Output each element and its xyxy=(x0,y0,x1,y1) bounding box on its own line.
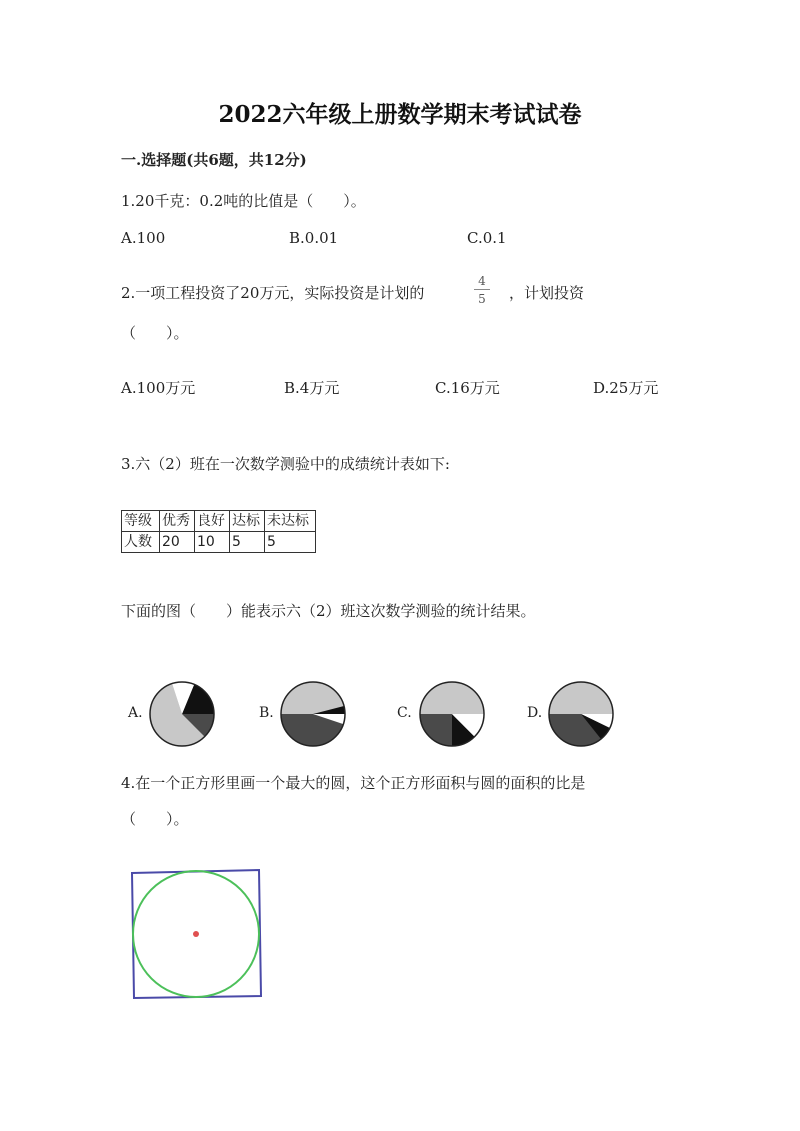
table-cell: 5 xyxy=(265,532,316,553)
pie-d-light-slice xyxy=(549,682,613,714)
question-3-text: 3.六（2）班在一次数学测验中的成绩统计表如下: xyxy=(121,455,450,473)
circle-center-dot xyxy=(193,931,199,937)
pie-chart-a[interactable] xyxy=(148,680,216,748)
question-4-text: 4.在一个正方形里画一个最大的圆，这个正方形面积与圆的面积的比是 xyxy=(121,774,586,792)
section-heading: 一.选择题(共6题，共12分) xyxy=(121,151,307,169)
table-cell: 10 xyxy=(195,532,230,553)
question-2-fraction xyxy=(474,274,490,306)
question-2-option-b[interactable]: B.4万元 xyxy=(284,379,340,397)
pie-chart-d[interactable] xyxy=(547,680,615,748)
question-1-text: 1.20千克：0.2吨的比值是（ ）。 xyxy=(121,192,366,210)
page-title: 2022六年级上册数学期末考试试卷 xyxy=(218,101,582,128)
table-cell: 未达标 xyxy=(265,511,316,532)
table-cell: 优秀 xyxy=(160,511,195,532)
question-2-option-d[interactable]: D.25万元 xyxy=(593,379,659,397)
pie-c-light-slice xyxy=(420,682,484,714)
pie-option-c-label[interactable]: C. xyxy=(397,705,412,721)
table-row xyxy=(122,511,316,532)
question-2-text: 2.一项工程投资了20万元，实际投资是计划的 xyxy=(121,284,425,302)
fraction-denominator: 5 xyxy=(478,292,486,306)
question-1-option-c[interactable]: C.0.1 xyxy=(467,229,507,247)
pie-option-a-label[interactable]: A. xyxy=(128,705,143,721)
pie-option-b-label[interactable]: B. xyxy=(259,705,274,721)
table-row xyxy=(122,532,316,553)
fraction-numerator: 4 xyxy=(474,274,490,290)
square-circle-figure xyxy=(128,868,268,1004)
table-cell: 20 xyxy=(160,532,195,553)
pie-chart-c[interactable] xyxy=(418,680,486,748)
table-cell: 达标 xyxy=(230,511,265,532)
question-2-option-c[interactable]: C.16万元 xyxy=(435,379,500,397)
question-3-prompt: 下面的图（ ）能表示六（2）班这次数学测验的统计结果。 xyxy=(121,602,536,620)
pie-chart-b[interactable] xyxy=(279,680,347,748)
question-2-line-2: （ ）。 xyxy=(121,324,189,342)
table-cell: 良好 xyxy=(195,511,230,532)
question-4-line-2: （ ）。 xyxy=(121,810,189,828)
pie-option-d-label[interactable]: D. xyxy=(527,705,543,721)
question-2-option-a[interactable]: A.100万元 xyxy=(121,379,196,397)
table-cell: 5 xyxy=(230,532,265,553)
table-cell: 等级 xyxy=(122,511,160,532)
question-1-option-b[interactable]: B.0.01 xyxy=(289,229,339,247)
grade-table xyxy=(121,510,316,553)
table-cell: 人数 xyxy=(122,532,160,553)
question-1-option-a[interactable]: A.100 xyxy=(121,229,166,247)
question-2-text-after: ，计划投资 xyxy=(509,284,585,302)
